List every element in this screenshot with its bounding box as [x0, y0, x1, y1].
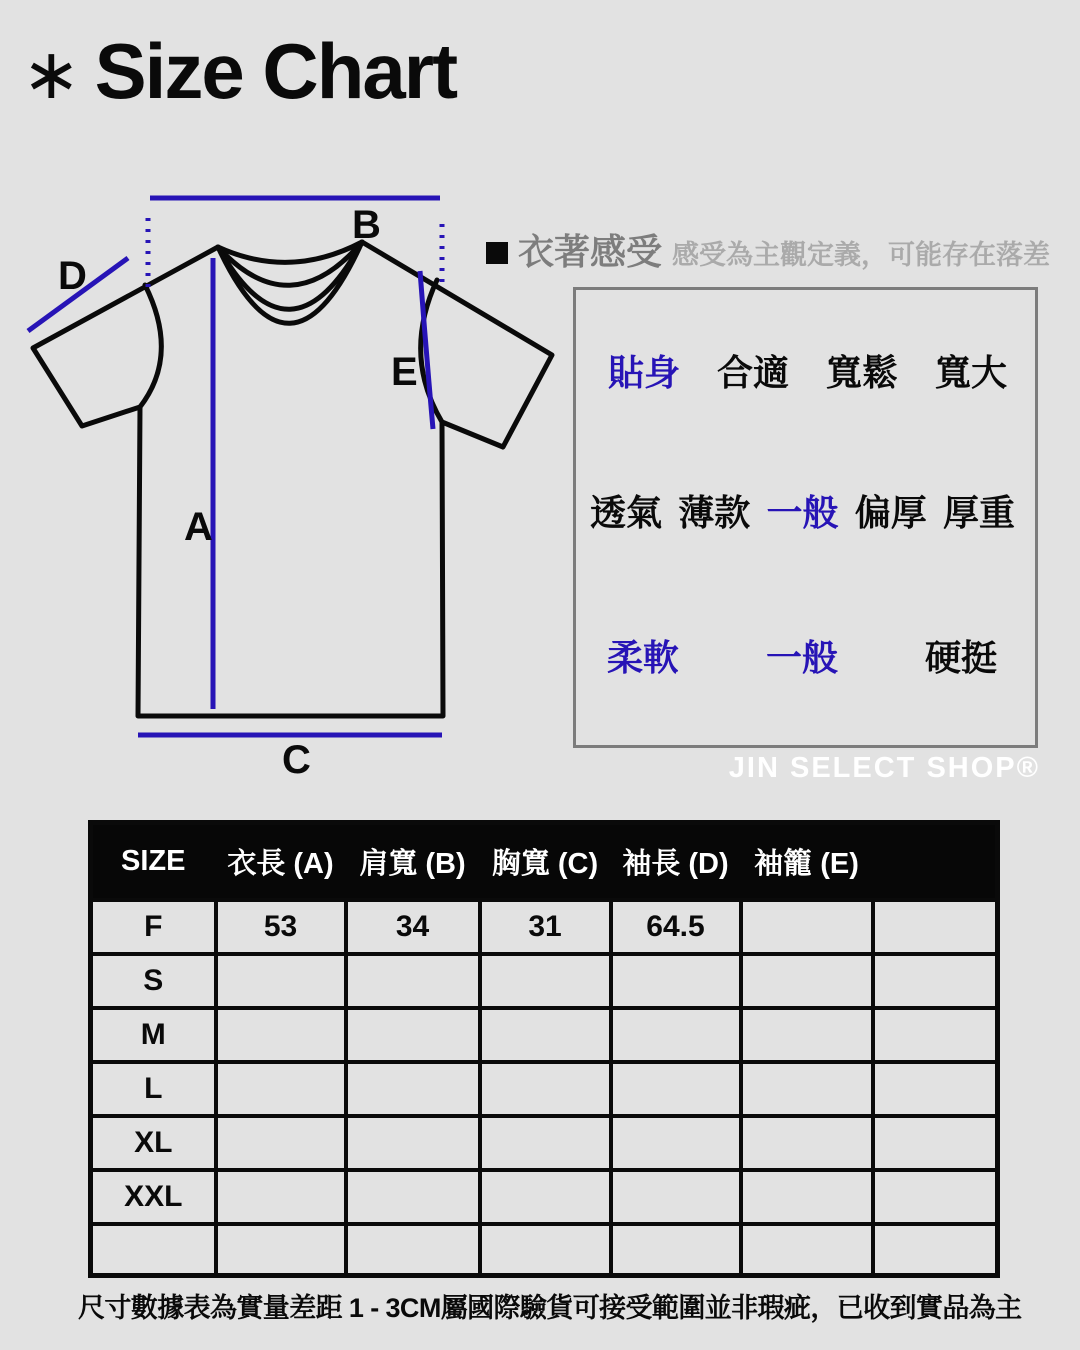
size-table-body [91, 900, 998, 1276]
size-table-row [91, 1062, 998, 1116]
size-value-cell [346, 954, 480, 1008]
size-table-header-cell: 袖長 (D) [611, 823, 741, 900]
brand-watermark: JIN SELECT SHOP® [728, 752, 1040, 784]
size-value-cell [480, 1170, 611, 1224]
size-label-cell: XXL [91, 1170, 216, 1224]
size-table-row [91, 954, 998, 1008]
size-label-cell: L [91, 1062, 216, 1116]
label-d: D [58, 254, 87, 298]
size-value-cell [346, 1116, 480, 1170]
size-table [88, 820, 1000, 1278]
label-b: B [352, 203, 381, 247]
size-value-cell [611, 954, 741, 1008]
disclaimer-note: 尺寸數據表為實量差距 1 - 3CM屬國際驗貨可接受範圍並非瑕疵，已收到實品為主 [78, 1293, 1022, 1323]
size-table-header-cell: 衣長 (A) [216, 823, 346, 900]
size-value-cell [611, 1008, 741, 1062]
size-value-cell [216, 1116, 346, 1170]
size-value-cell [611, 1116, 741, 1170]
size-table-header-cell: 袖籠 (E) [741, 823, 873, 900]
feel-item-active: 一般 [766, 491, 839, 533]
feel-item: 合適 [716, 351, 789, 393]
size-label-cell: S [91, 954, 216, 1008]
size-value-cell [216, 1062, 346, 1116]
size-table-header-row [91, 823, 998, 900]
feel-item-active: 一般 [765, 636, 838, 678]
size-table-row [91, 1008, 998, 1062]
size-value-cell [216, 1008, 346, 1062]
size-value-cell [741, 1116, 873, 1170]
feel-item: 偏厚 [854, 491, 927, 533]
size-table-row [91, 1116, 998, 1170]
feel-item: 透氣 [590, 491, 663, 533]
label-e: E [391, 350, 418, 394]
size-value-cell: 53 [216, 900, 346, 954]
size-value-cell [741, 1170, 873, 1224]
size-value-cell [741, 1062, 873, 1116]
feel-item: 厚重 [942, 491, 1015, 533]
size-value-cell [346, 1170, 480, 1224]
size-value-cell [216, 954, 346, 1008]
feel-title: 衣著感受 [518, 231, 663, 272]
label-a: A [184, 505, 213, 549]
size-table-header [91, 823, 998, 900]
tshirt-outline [33, 242, 552, 716]
size-value-cell [741, 1008, 873, 1062]
feel-item: 薄款 [678, 491, 751, 533]
feel-item-active: 柔軟 [607, 636, 680, 678]
feel-item: 寬大 [934, 351, 1007, 393]
size-value-cell [480, 1116, 611, 1170]
size-value-cell [480, 1062, 611, 1116]
black-square-icon [486, 242, 508, 264]
size-value-cell [873, 900, 998, 954]
size-value-cell [216, 1170, 346, 1224]
page-title-text: Size Chart [94, 27, 457, 115]
size-value-cell [346, 1062, 480, 1116]
feel-item-active: 貼身 [608, 351, 681, 393]
size-value-cell [741, 900, 873, 954]
page-title [22, 26, 456, 117]
size-value-cell [346, 1224, 480, 1276]
feel-item: 硬挺 [924, 636, 997, 678]
feel-item: 寬鬆 [825, 351, 898, 393]
size-label-cell: XL [91, 1116, 216, 1170]
size-value-cell [873, 1170, 998, 1224]
size-value-cell [873, 1224, 998, 1276]
feel-ratings-box [573, 287, 1038, 748]
feel-section-heading [486, 224, 1050, 275]
size-label-cell [91, 1224, 216, 1276]
size-value-cell [741, 1224, 873, 1276]
tshirt-measurement-diagram [0, 165, 570, 810]
size-value-cell: 64.5 [611, 900, 741, 954]
feel-subtitle: 感受為主觀定義，可能存在落差 [672, 240, 1051, 270]
size-value-cell [346, 1008, 480, 1062]
feel-row-1 [576, 482, 1035, 538]
size-value-cell [611, 1062, 741, 1116]
size-value-cell [873, 1116, 998, 1170]
asterisk-icon: ∗ [22, 35, 81, 113]
size-table-row [91, 1224, 998, 1276]
size-value-cell [741, 954, 873, 1008]
size-value-cell: 34 [346, 900, 480, 954]
size-value-cell [873, 1062, 998, 1116]
size-value-cell [216, 1224, 346, 1276]
size-table-header-cell: 肩寬 (B) [346, 823, 480, 900]
size-label-cell: F [91, 900, 216, 954]
size-value-cell [873, 954, 998, 1008]
feel-row-2 [576, 627, 1035, 683]
size-value-cell [480, 1224, 611, 1276]
size-table-header-cell [873, 823, 998, 900]
feel-row-0 [576, 342, 1035, 398]
size-table-header-cell: 胸寬 (C) [480, 823, 611, 900]
size-table-header-cell: SIZE [91, 823, 216, 900]
size-label-cell: M [91, 1008, 216, 1062]
label-c: C [282, 738, 311, 782]
size-value-cell: 31 [480, 900, 611, 954]
size-value-cell [611, 1224, 741, 1276]
size-value-cell [873, 1008, 998, 1062]
size-value-cell [480, 1008, 611, 1062]
size-value-cell [611, 1170, 741, 1224]
size-table-row [91, 900, 998, 954]
size-value-cell [480, 954, 611, 1008]
size-table-row [91, 1170, 998, 1224]
